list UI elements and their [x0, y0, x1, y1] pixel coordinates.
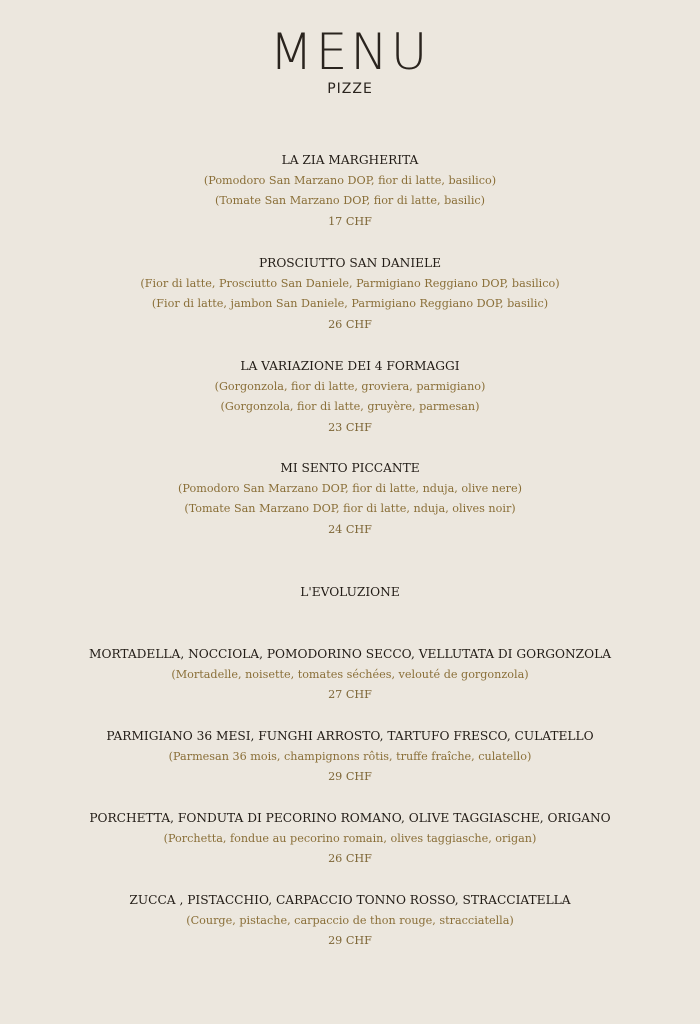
item-description-fr: (Fior di latte, jambon San Daniele, Parmigiano Reggiano DOP, basilic) [151, 297, 549, 310]
item-name: PARMIGIANO 36 MESI, FUNGHI ARROSTO, TARTUFO FRESCO, CULATELLO [106, 729, 594, 743]
item-name: MORTADELLA, NOCCIOLA, POMODORINO SECCO, VELLUTATA DI GORGONZOLA [88, 647, 612, 661]
item-description-fr: (Tomate San Marzano DOP, fior di latte, nduja, olives noir) [184, 502, 516, 515]
item-price: 26 CHF [328, 317, 372, 331]
menu-item [0, 890, 700, 952]
menu-item [0, 356, 700, 438]
item-description-it: (Pomodoro San Marzano DOP, fior di latte, nduja, olive nere) [178, 481, 522, 495]
menu-item [0, 458, 700, 540]
item-description-fr: (Gorgonzola, fior di latte, gruyère, parmesan) [220, 400, 480, 413]
item-price: 24 CHF [328, 522, 372, 536]
item-price: 29 CHF [328, 934, 372, 947]
menu-item [0, 808, 700, 870]
menu-item [0, 150, 700, 232]
item-price: 27 CHF [328, 688, 372, 701]
item-name: MI SENTO PICCANTE [280, 461, 420, 475]
section-title-evoluzione: L'EVOLUZIONE [300, 585, 400, 599]
section-title-pizze: PIZZE [327, 81, 373, 97]
menu-item [0, 253, 700, 335]
item-name: ZUCCA , PISTACCHIO, CARPACCIO TONNO ROSSO, STRACCIATELLA [129, 893, 571, 907]
item-description-fr: (Courge, pistache, carpaccio de thon rouge, stracciatella) [186, 913, 514, 927]
item-name: LA VARIAZIONE DEI 4 FORMAGGI [240, 359, 460, 373]
item-price: 23 CHF [328, 420, 372, 434]
item-description-fr: (Mortadelle, noisette, tomates séchées, velouté de gorgonzola) [171, 667, 529, 681]
item-name: LA ZIA MARGHERITA [281, 153, 419, 167]
item-price: 17 CHF [328, 214, 372, 228]
item-description-it: (Pomodoro San Marzano DOP, fior di latte, basilico) [203, 173, 497, 187]
item-description-fr: (Porchetta, fondue au pecorino romain, olives taggiasche, origan) [163, 831, 537, 845]
item-description-fr: (Parmesan 36 mois, champignons rôtis, truffe fraîche, culatello) [168, 749, 532, 763]
item-name: PROSCIUTTO SAN DANIELE [258, 256, 442, 270]
item-price: 29 CHF [328, 770, 372, 783]
item-description-fr: (Tomate San Marzano DOP, fior di latte, basilic) [214, 194, 486, 207]
item-description-it: (Gorgonzola, fior di latte, groviera, parmigiano) [214, 379, 486, 393]
item-name: PORCHETTA, FONDUTA DI PECORINO ROMANO, OLIVE TAGGIASCHE, ORIGANO [89, 811, 611, 825]
item-description-it: (Fior di latte, Prosciutto San Daniele, Parmigiano Reggiano DOP, basilico) [140, 276, 560, 290]
menu-item [0, 644, 700, 706]
menu-item [0, 726, 700, 788]
item-price: 26 CHF [328, 852, 372, 865]
menu-title: MENU [269, 23, 431, 81]
